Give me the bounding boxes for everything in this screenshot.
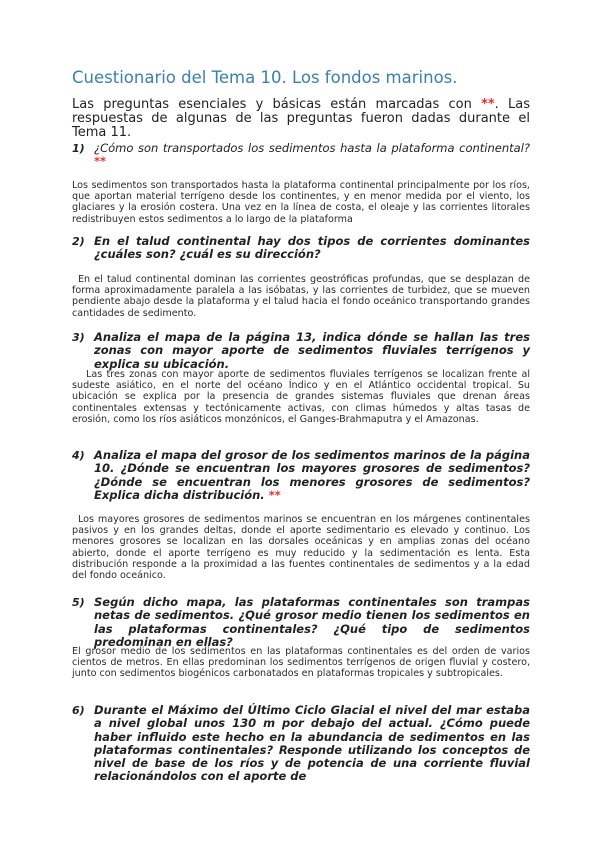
question-6	[72, 704, 530, 784]
essential-mark: **	[481, 97, 495, 112]
intro-paragraph	[72, 98, 530, 140]
question-number: 3)	[72, 331, 85, 344]
intro-text-before: Las preguntas esenciales y básicas están marcadas con	[72, 97, 482, 112]
question-number: 5)	[72, 596, 85, 609]
answer-4: Los mayores grosores de sedimentos marinos se encuentran en los márgenes continentales pasivos y en los grandes deltas, donde el aporte sedimentario es elevado y continuo. Los menores grosores se localizan en las dorsales oceánicas y en amplias zonas del océano abierto, donde el aporte terrígeno es muy reducido y la sedimentación es lenta. Esta distribución responde a la proximidad a las fuentes continentales de sedimentos y a la edad del fondo oceánico.	[72, 514, 530, 582]
question-2-text: En el talud continental hay dos tipos de corrientes dominantes ¿cuáles son? ¿cuál es su dirección?	[94, 234, 530, 262]
question-text	[94, 142, 530, 169]
question-5-text: Según dicho mapa, las plataformas continentales son trampas netas de sedimentos. ¿Qué grosor medio tienen los sedimentos en las plataformas continentales? ¿Qué tipo de sedimentos predominan en ellas?	[94, 595, 530, 649]
question-1	[72, 142, 530, 169]
essential-mark: **	[94, 154, 107, 169]
essential-mark: **	[268, 487, 281, 502]
page-title: Cuestionario del Tema 10. Los fondos marinos.	[72, 68, 458, 87]
question-5	[72, 596, 530, 649]
question-1-text: ¿Cómo son transportados los sedimentos hasta la plataforma continental?	[94, 141, 530, 155]
answer-2: En el talud continental dominan las corrientes geostróficas profundas, que se desplazan de forma aproximadamente paralela a las isóbatas, y las corrientes de turbidez, que se mueven pendiente abajo desde la plataforma y el talud hacia el fondo oceánico transportando grandes cantidades de sedimento.	[72, 274, 530, 319]
question-3-text: Analiza el mapa de la página 13, indica dónde se hallan las tres zonas con mayor aporte de sedimentos fluviales terrígenos y explica su ubicación.	[94, 330, 530, 371]
question-number: 2)	[72, 235, 85, 248]
question-3	[72, 331, 530, 371]
question-number: 6)	[72, 704, 85, 717]
intro-text-after: . Las respuestas de algunas de las preguntas fueron dadas durante el Tema 11.	[72, 97, 530, 140]
question-4	[72, 449, 530, 502]
answer-5: El grosor medio de los sedimentos en las plataformas continentales es del orden de varios cientos de metros. En ellas predominan los sedimentos terrígenos de origen fluvial y costero, junto con sedimentos biogénicos carbonatados en plataformas tropicales y subtropicales.	[72, 646, 530, 680]
question-number: 1)	[72, 142, 85, 155]
answer-3: Las tres zonas con mayor aporte de sedimentos fluviales terrígenos se localizan frente al sudeste asiático, en el norte del océano Índico y en el Atlántico occidental tropical. Su ubicación se explica por la presencia de grandes sistemas fluviales que drenan áreas continentales extensas y tectónicamente activas, con climas húmedos y altas tasas de erosión, como los ríos asiáticos monzónicos, el Ganges-Brahmaputra y el Amazonas.	[72, 369, 530, 425]
question-number: 4)	[72, 449, 85, 462]
question-text	[94, 449, 530, 502]
question-2	[72, 235, 530, 262]
question-4-text: Analiza el mapa del grosor de los sedimentos marinos de la página 10. ¿Dónde se encuentran los mayores grosores de sedimentos? ¿Dónde se encuentran los menores grosores de sedimentos? Explica dicha distribución.	[94, 448, 530, 502]
question-6-text: Durante el Máximo del Último Ciclo Glacial el nivel del mar estaba a nivel global unos 130 m por debajo del actual. ¿Cómo puede haber influido este hecho en la abundancia de sedimentos en las plataformas continentales? Responde utilizando los conceptos de nivel de base de los ríos y de potencia de una corriente fluvial relacionándolos con el aporte de	[94, 703, 530, 784]
answer-1: Los sedimentos son transportados hasta la plataforma continental principalmente por los ríos, que aportan material terrígeno desde los continentes, y en menor medida por el viento, los glaciares y la erosión costera. Una vez en la línea de costa, el oleaje y las corrientes litorales redistribuyen estos sedimentos a lo largo de la plataforma	[72, 180, 530, 225]
